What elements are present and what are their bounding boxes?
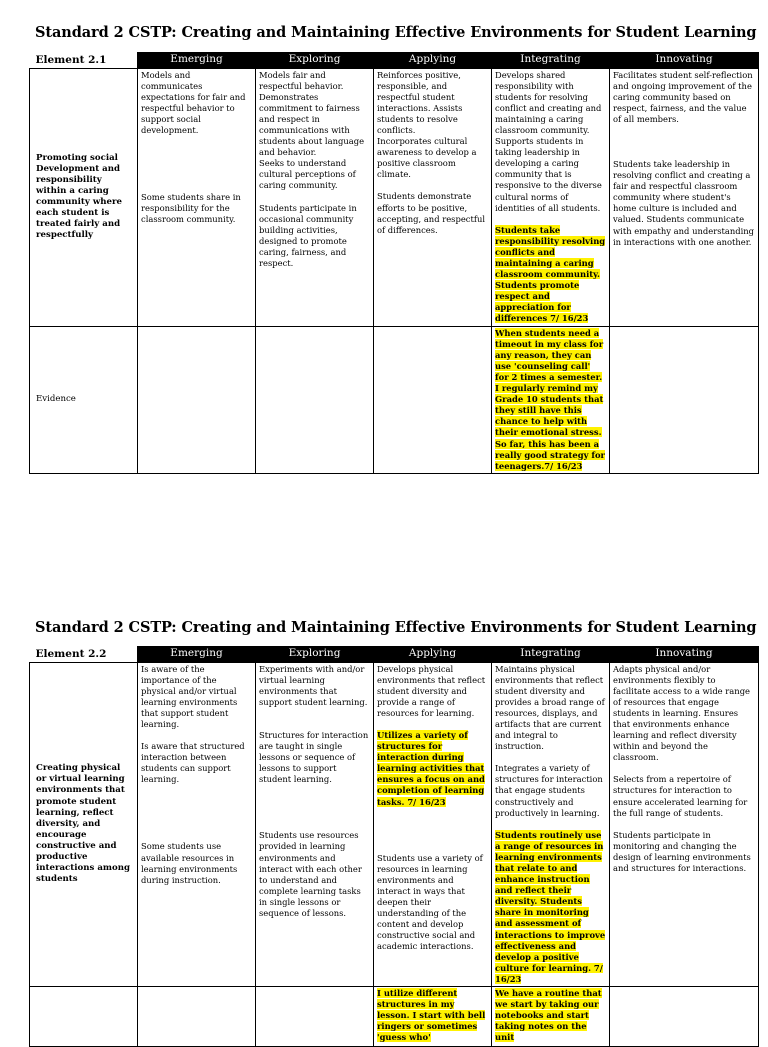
cell-text: Students participate in monitoring and changing the design of learning environments and structures for interactions. xyxy=(613,829,751,873)
cell-text: Maintains physical environments that reflect student diversity and provides a broad range of resources, displays, and artifacts that are current and integral to instruction. xyxy=(495,663,605,752)
row-label-criterion xyxy=(30,662,138,987)
cell-text: Is aware that structured interaction between students can support learning. xyxy=(141,741,245,785)
row-label-criterion xyxy=(30,68,138,326)
cell-text: Students take leadership in resolving conflict and creating a fair and respectful classroom community where student's home culture is included and valued. Students communicate with empathy and understanding in interactions with one another. xyxy=(613,158,755,247)
evidence-label-text: Evidence xyxy=(36,394,76,405)
cell-exploring xyxy=(256,68,374,326)
cell-text: Selects from a repertoire of structures for interaction to ensure accelerated learning for the full range of students. xyxy=(613,774,748,818)
cell-applying xyxy=(374,68,492,326)
cell-text: Seeks to understand cultural perceptions of caring community. xyxy=(259,158,356,191)
evidence-emerging xyxy=(138,987,256,1047)
header-innovating: Innovating xyxy=(610,53,759,69)
element-label: Element 2.2 xyxy=(35,647,107,660)
evidence-integrating xyxy=(492,326,610,473)
cell-text: Reinforces positive, responsible, and respectful student interactions. Assists students to resolve conflicts. xyxy=(377,69,463,135)
cell-text: Some students share in responsibility for the classroom community. xyxy=(141,192,241,225)
header-integrating: Integrating xyxy=(492,647,610,663)
highlighted-evidence: When students need a timeout in my class for any reason, they can use 'counseling call' for 2 times a semester. I regularly remind my Grade 10 students that they still have this chance to help with their emotional stress. So far, this has been a really good strategy for teenagers.7/ 16/23 xyxy=(495,327,605,471)
highlighted-text: Utilizes a variety of structures for interaction during learning activities that ensures a focus on and completion of learning tasks. 7/ 16/23 xyxy=(377,729,485,807)
highlighted-evidence: We have a routine that we start by taking our notebooks and start taking notes on the unit xyxy=(495,988,602,1043)
cell-text: Facilitates student self-reflection and ongoing improvement of the caring community based on respect, fairness, and the value of all members. xyxy=(613,69,753,124)
cell-innovating xyxy=(610,662,759,987)
header-exploring: Exploring xyxy=(256,647,374,663)
cell-text: Develops shared responsibility with students for resolving conflict and creating and maintaining a caring classroom community. Supports students in taking leadership in developing a caring community that is responsive to the diverse cultural norms of identities of all students. xyxy=(495,69,602,213)
highlighted-text: Students routinely use a range of resources in learning environments that relate to and enhance instruction and reflect their diversity. Students share in monitoring and assessment of interactions to improve effectiveness and develop a positive culture for learning. 7/ 16/23 xyxy=(495,829,606,984)
evidence-exploring xyxy=(256,326,374,473)
cell-emerging xyxy=(138,662,256,987)
evidence-applying xyxy=(374,326,492,473)
evidence-label xyxy=(30,326,138,473)
header-emerging: Emerging xyxy=(138,647,256,663)
header-applying: Applying xyxy=(374,647,492,663)
evidence-innovating xyxy=(610,326,759,473)
rubric-table-element-2-2 xyxy=(29,646,759,1047)
header-integrating: Integrating xyxy=(492,53,610,69)
highlighted-text: Students take responsibility resolving conflicts and maintaining a caring classroom community. Students promote respect and appreciation for differences 7/ 16/23 xyxy=(495,224,606,324)
cell-integrating xyxy=(492,68,610,326)
page-title-section-1: Standard 2 CSTP: Creating and Maintaining Effective Environments for Student Learning xyxy=(35,24,757,41)
row-label-text: Creating physical or virtual learning environments that promote student learning, reflect diversity, and encourage constructive and productive interactions among students xyxy=(36,763,130,885)
cell-text: Students use resources provided in learning environments and interact with each other to understand and complete learning tasks in single lessons or sequence of lessons. xyxy=(259,830,362,918)
evidence-emerging xyxy=(138,326,256,473)
evidence-innovating xyxy=(610,987,759,1047)
cell-text: Structures for interaction are taught in single lessons or sequence of lessons to support student learning. xyxy=(259,729,369,785)
cell-text: Develops physical environments that reflect student diversity and provide a range of resources for learning. xyxy=(377,663,486,718)
cell-text: Some students use available resources in learning environments during instruction. xyxy=(141,841,238,885)
header-applying: Applying xyxy=(374,53,492,69)
evidence-integrating xyxy=(492,987,610,1047)
cell-applying xyxy=(374,662,492,987)
cell-text: Incorporates cultural awareness to develop a positive classroom climate. xyxy=(377,136,477,180)
cell-text: Students use a variety of resources in learning environments and interact in ways that deepen their understanding of the content and develop constructive social and academic interactions. xyxy=(377,852,483,952)
cell-text: Adapts physical and/or environments flexibly to facilitate access to a wide range of resources that engage students in learning. Ensures that environments enhance learning and reflect diversity within and beyond the classroom. xyxy=(613,663,751,763)
cell-text: Students demonstrate efforts to be positive, accepting, and respectful of differences. xyxy=(377,191,486,235)
cell-text: Is aware of the importance of the physical and/or virtual learning environments that support student learning. xyxy=(141,663,238,729)
cell-innovating xyxy=(610,68,759,326)
header-emerging: Emerging xyxy=(138,53,256,69)
rubric-table-element-2-1 xyxy=(29,52,759,474)
header-exploring: Exploring xyxy=(256,53,374,69)
evidence-exploring xyxy=(256,987,374,1047)
element-label: Element 2.1 xyxy=(35,53,107,66)
page-title-section-2: Standard 2 CSTP: Creating and Maintaining Effective Environments for Student Learning xyxy=(35,619,757,636)
cell-text: Models and communicates expectations for fair and respectful behavior to support social development. xyxy=(141,69,246,135)
cell-text: Experiments with and/or virtual learning environments that support student learning. xyxy=(259,663,368,707)
cell-text: Students participate in occasional community building activities, designed to promote caring, fairness, and respect. xyxy=(259,202,357,268)
cell-exploring xyxy=(256,662,374,987)
row-label-text: Promoting social Development and responsibility within a caring community where each student is treated fairly and respectfully xyxy=(36,152,122,241)
cell-text: Integrates a variety of structures for interaction that engage students constructively and productively in learning. xyxy=(495,763,603,818)
evidence-applying xyxy=(374,987,492,1047)
cell-emerging xyxy=(138,68,256,326)
cell-integrating xyxy=(492,662,610,987)
evidence-label xyxy=(30,987,138,1047)
highlighted-evidence: I utilize different structures in my lesson. I start with bell ringers or sometimes 'guess who' xyxy=(377,988,486,1043)
header-innovating: Innovating xyxy=(610,647,759,663)
cell-text: Models fair and respectful behavior. Demonstrates commitment to fairness and respect in communications with students about language and behavior. xyxy=(259,69,365,158)
